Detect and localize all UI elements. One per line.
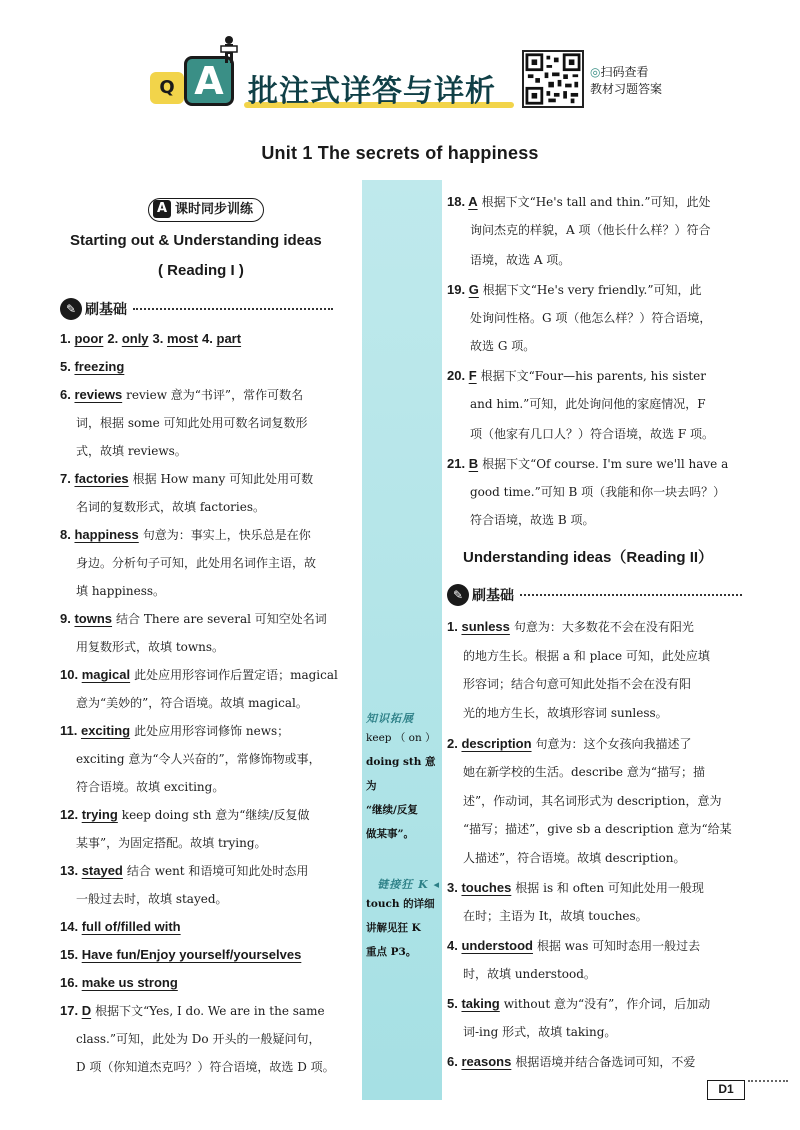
answer-text: stayed — [81, 863, 123, 878]
answer-line — [76, 749, 321, 769]
answer-line — [76, 889, 228, 909]
answer-line — [60, 385, 303, 405]
reader-figure-icon — [214, 34, 244, 64]
explanation-text: 结合 There are several 可知空处名词 — [116, 612, 327, 626]
explanation-text: 时，故填 understood。 — [463, 967, 596, 981]
pen-icon: ✎ — [447, 584, 469, 606]
item-number: 2. — [107, 331, 122, 346]
explanation-text: 根据下文“Four—his parents, his sister — [480, 369, 707, 383]
answer-line — [60, 609, 327, 629]
explanation-text: 此处应用形容词作后置定语；magical — [134, 668, 338, 682]
a-mark-icon: A — [153, 200, 171, 218]
explanation-text: 词，根据 some 可知此处用可数名词复数形 — [76, 416, 308, 430]
item-number: 3. — [447, 880, 462, 895]
item-number: 20. — [447, 368, 469, 383]
explanation-text: 处询问性格。G 项（他怎么样？）符合语境， — [470, 311, 712, 325]
explanation-text: keep doing sth 意为“继续/反复做 — [121, 808, 310, 822]
item-number: 16. — [60, 975, 82, 990]
answer-line — [470, 510, 594, 530]
answer-line — [76, 1029, 320, 1049]
explanation-text: 根据下文“Yes, I do. We are in the same — [95, 1004, 325, 1018]
explanation-text: 句意为：事实上，快乐总是在你 — [142, 528, 311, 542]
answer-line — [463, 674, 691, 694]
qr-code-icon[interactable] — [522, 50, 584, 108]
answer-line — [76, 441, 187, 461]
explanation-text: 符合语境。故填 exciting。 — [76, 780, 225, 794]
explanation-text: 形容词；结合句意可知此处指不会在没有阳 — [463, 677, 692, 691]
explanation-text: 根据下文“Of course. I'm sure we'll have a — [482, 457, 729, 471]
item-number: 18. — [447, 194, 469, 209]
bullet-icon: ◎ — [590, 65, 601, 79]
explanation-text: 此处应用形容词修饰 news； — [134, 724, 290, 738]
q-logo: Q — [150, 72, 184, 104]
answer-line — [76, 693, 308, 713]
answer-line — [447, 878, 704, 898]
item-number: 12. — [60, 807, 82, 822]
answer-text: B — [468, 456, 479, 471]
link-note — [366, 876, 440, 964]
explanation-text: 式，故填 reviews。 — [76, 444, 187, 458]
answer-line — [60, 945, 301, 965]
answer-text: most — [167, 331, 199, 346]
answer-line — [470, 250, 570, 270]
explanation-text: 语境，故选 A 项。 — [470, 253, 571, 267]
answer-line — [76, 413, 308, 433]
answer-text: Have fun/Enjoy yourself/yourselves — [81, 947, 302, 962]
item-number: 3. — [152, 331, 167, 346]
answer-line — [447, 366, 706, 386]
explanation-text: 在时；主语为 It，故填 touches。 — [463, 909, 648, 923]
explanation-text: 词-ing 形式，故填 taking。 — [463, 1025, 617, 1039]
item-number: 11. — [60, 723, 81, 738]
answer-text: make us strong — [81, 975, 178, 990]
qr-note — [590, 64, 662, 98]
item-number: 5. — [60, 359, 75, 374]
answer-line — [447, 1052, 695, 1072]
explanation-text: 的地方生长。根据 a 和 place 可知，此处应填 — [463, 649, 710, 663]
item-number: 13. — [60, 863, 82, 878]
answer-line — [470, 394, 706, 414]
item-number: 4. — [202, 331, 217, 346]
item-number: 6. — [447, 1054, 462, 1069]
explanation-text: 句意为：这个女孩向我描述了 — [535, 737, 692, 751]
answer-line — [463, 703, 668, 723]
answer-line — [470, 308, 711, 328]
jichu-header-right: ✎ 刷基础 — [447, 584, 742, 610]
answer-text: part — [216, 331, 242, 346]
unit-title: Unit 1 The secrets of happiness — [261, 143, 539, 163]
answer-line — [463, 906, 648, 926]
item-number: 21. — [447, 456, 469, 471]
answer-line — [60, 805, 309, 825]
explanation-text: 根据 is 和 often 可知此处用一般现 — [515, 881, 704, 895]
link-note-head: 链接狂 K ◂ — [377, 878, 440, 891]
answer-text: full of/filled with — [81, 919, 181, 934]
explanation-text: 身边。分析句子可知，此处用名词作主语，故 — [76, 556, 317, 570]
answer-text: understood — [461, 938, 533, 953]
section-badge: A 课时同步训练 — [148, 198, 264, 222]
answer-text: F — [468, 368, 477, 383]
explanation-text: 结合 went 和语境可知此处时态用 — [126, 864, 309, 878]
answer-text: poor — [74, 331, 104, 346]
item-number: 1. — [447, 619, 462, 634]
answer-text: D — [81, 1003, 92, 1018]
item-number: 9. — [60, 611, 75, 626]
answer-text: trying — [81, 807, 118, 822]
item-number: 8. — [60, 527, 75, 542]
explanation-text: 句意为：大多数花不会在没有阳光 — [513, 620, 694, 634]
answer-line — [463, 848, 685, 868]
knowledge-note-head: 知识拓展 — [366, 712, 414, 725]
answer-line — [463, 762, 705, 782]
answer-line — [447, 734, 692, 754]
explanation-text: 人描述”，符合语境。故填 description。 — [463, 851, 686, 865]
item-number: 6. — [60, 387, 75, 402]
explanation-text: 一般过去时，故填 stayed。 — [76, 892, 228, 906]
answer-line — [463, 964, 596, 984]
answer-line — [447, 280, 701, 300]
explanation-text: 根据语境并结合备选词可知，不爱 — [515, 1055, 696, 1069]
explanation-text: 根据 How many 可知此处用可数 — [132, 472, 314, 486]
answer-line — [470, 482, 725, 502]
answer-text: sunless — [461, 619, 510, 634]
explanation-text: “描写；描述”，give sb a description 意为“给某 — [463, 822, 732, 836]
left-heading-1: Starting out & Understanding ideas — [70, 232, 322, 249]
answer-line — [60, 973, 178, 993]
corner-dots — [748, 1080, 788, 1082]
explanation-text: good time.”可知 B 项（我能和你一块去吗？） — [470, 485, 726, 499]
answer-text: taking — [461, 996, 500, 1011]
link-note-line: 重点 P3。 — [366, 946, 417, 958]
explanation-text: review 意为“书评”，常作可数名 — [126, 388, 304, 402]
answer-line — [60, 469, 313, 489]
answer-text: towns — [74, 611, 113, 626]
header-banner — [140, 34, 540, 110]
answer-text: G — [468, 282, 479, 297]
right-heading: Understanding ideas（Reading II） — [463, 549, 714, 566]
header-title: 批注式详答与详析 — [248, 74, 496, 109]
explanation-text: 项（他家有几口人？）符合语境，故选 F 项。 — [470, 427, 714, 441]
item-number: 15. — [60, 947, 82, 962]
item-number: 14. — [60, 919, 82, 934]
answer-line — [447, 936, 700, 956]
answer-line — [60, 357, 124, 377]
explanation-text: 根据下文“He's tall and thin.”可知，此处 — [481, 195, 711, 209]
answer-line — [470, 336, 535, 356]
qr-line-2: 教材习题答案 — [590, 82, 663, 96]
answer-text: description — [461, 736, 532, 751]
answer-line — [76, 777, 224, 797]
item-number: 17. — [60, 1003, 82, 1018]
answer-line — [447, 994, 710, 1014]
answer-line — [76, 581, 165, 601]
item-number: 10. — [60, 667, 82, 682]
explanation-text: 名词的复数形式，故填 factories。 — [76, 500, 266, 514]
answer-line — [76, 1057, 335, 1077]
left-heading-2: ( Reading I ) — [158, 262, 244, 279]
answer-line — [463, 791, 721, 811]
explanation-text: exciting 意为“令人兴奋的”，常修饰物或事， — [76, 752, 321, 766]
explanation-text: 意为“美妙的”，符合语境。故填 magical。 — [76, 696, 308, 710]
explanation-text: 某事”，为固定搭配。故填 trying。 — [76, 836, 267, 850]
explanation-text: without 意为“没有”，作介词，后加动 — [503, 997, 711, 1011]
answer-line — [447, 454, 728, 474]
explanation-text: class.”可知，此处为 Do 开头的一般疑问句， — [76, 1032, 321, 1046]
qr-line-1: 扫码查看 — [600, 65, 649, 79]
item-number: 19. — [447, 282, 469, 297]
explanation-text: 故选 G 项。 — [470, 339, 536, 353]
item-number: 4. — [447, 938, 462, 953]
explanation-text: 询问杰克的样貌，A 项（他长什么样？）符合 — [470, 223, 711, 237]
explanation-text: D 项（你知道杰克吗？）符合语境，故选 D 项。 — [76, 1060, 335, 1074]
explanation-text: 用复数形式，故填 towns。 — [76, 640, 225, 654]
explanation-text: 光的地方生长，故填形容词 sunless。 — [463, 706, 668, 720]
a-logo: A — [184, 56, 234, 106]
answer-line — [60, 525, 311, 545]
answer-line — [463, 646, 710, 666]
answer-text: freezing — [74, 359, 125, 374]
answer-text: factories — [74, 471, 129, 486]
knowledge-note-line: 做某事”。 — [366, 828, 415, 840]
answer-line — [60, 329, 241, 349]
jichu-header-left: ✎ 刷基础 — [60, 298, 333, 324]
item-number: 1. — [60, 331, 75, 346]
answer-line — [60, 861, 308, 881]
answer-line — [76, 833, 267, 853]
explanation-text: 填 happiness。 — [76, 584, 166, 598]
pen-icon: ✎ — [60, 298, 82, 320]
page-number: D1 — [707, 1080, 745, 1100]
item-number: 2. — [447, 736, 462, 751]
answer-line — [463, 819, 732, 839]
answer-text: happiness — [74, 527, 139, 542]
answer-line — [76, 553, 316, 573]
explanation-text: 述”，作动词，其名词形式为 description，意为 — [463, 794, 722, 808]
item-number: 5. — [447, 996, 462, 1011]
answer-line — [76, 497, 265, 517]
explanation-text: 她在新学校的生活。describe 意为“描写；描 — [463, 765, 705, 779]
answer-text: A — [468, 194, 478, 209]
answer-line — [60, 665, 338, 685]
answer-text: only — [121, 331, 149, 346]
answer-line — [447, 617, 694, 637]
answer-line — [60, 917, 181, 937]
knowledge-note — [366, 710, 440, 846]
answer-text: reviews — [74, 387, 123, 402]
explanation-text: and him.”可知，此处询问他的家庭情况，F — [470, 397, 706, 411]
item-number: 7. — [60, 471, 75, 486]
answer-line — [76, 637, 224, 657]
explanation-text: 根据下文“He's very friendly.”可知，此 — [482, 283, 702, 297]
link-note-line: touch 的详细 — [366, 898, 435, 910]
knowledge-note-line: doing sth 意为 — [366, 756, 436, 792]
answer-text: reasons — [461, 1054, 512, 1069]
link-note-line: 讲解见狂 K — [366, 922, 421, 934]
answer-line — [60, 1001, 325, 1021]
answer-line — [60, 721, 289, 741]
answer-line — [463, 1022, 616, 1042]
answer-line — [470, 220, 710, 240]
knowledge-note-line: keep （ on ） — [366, 732, 436, 744]
answer-line — [470, 424, 714, 444]
answer-text: magical — [81, 667, 131, 682]
explanation-text: 符合语境，故选 B 项。 — [470, 513, 595, 527]
knowledge-note-line: “继续/反复 — [366, 804, 418, 816]
explanation-text: 根据 was 可知时态用一般过去 — [536, 939, 701, 953]
answer-line — [447, 192, 710, 212]
answer-text: exciting — [80, 723, 131, 738]
answer-text: touches — [461, 880, 512, 895]
